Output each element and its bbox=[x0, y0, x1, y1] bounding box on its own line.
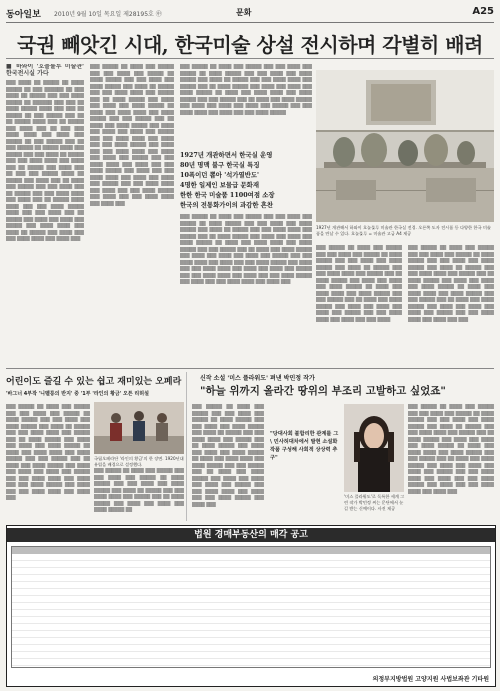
opera-deck: '바그너 4부작 '니벨룽의 반지' 중 '1부 '라인의 황금' 오픈 리허설 bbox=[6, 391, 149, 397]
court-auction-ad bbox=[6, 525, 496, 687]
novel-caption: '미스 플라워도'로 독특한 세계 그린 작가 박민정 씨는 문단에서 눈길 받는 신예이다. 사진 제공 bbox=[344, 494, 405, 511]
ad-footer: 의정부지방법원 고양지원 사법보좌관 기타원 bbox=[372, 676, 489, 683]
top-story-subheads bbox=[180, 150, 312, 210]
ad-listing-table bbox=[11, 546, 491, 668]
masthead-meta: 2010년 9월 10일 목요일 제28195호 ㊥ bbox=[54, 11, 162, 18]
opera-caption: 국립오페라단 '라인의 황금'의 한 장면. 1920년대 유럽을 배경으로 설정했다. bbox=[94, 456, 184, 467]
section-label: 문화 bbox=[236, 8, 252, 17]
novel-pull-quote: "당대사회 불합리한 관계를 그 \ 민사허대차에서 발현 소설화 작품 구성해 사회적 상상력 추구" bbox=[270, 431, 339, 461]
top-story-lead-head: ■ 하와이 '호놀룰루 미술관' 한국전시실 가다 bbox=[6, 64, 84, 77]
opera-photo-svg bbox=[94, 402, 184, 454]
subhead-1: 1927년 개관하면서 한국실 운영 bbox=[180, 151, 273, 159]
top-story-col-3: ▒▒▒ ▒▒▒▒▒ ▒▒ ▒▒▒▒ ▒▒▒ ▒▒▒▒▒ ▒▒▒ ▒▒▒ ▒▒▒▒ ▒▒▒ ▒▒▒▒▒ ▒▒ ▒▒▒▒ ▒▒▒▒▒ ▒▒▒ ▒▒▒ ▒▒▒▒ ▒▒▒ ▒▒▒▒ ▒▒▒▒▒ ▒▒▒ ▒▒▒▒ ▒▒ ▒▒▒▒▒ ▒▒▒ ▒▒▒ ▒▒▒▒ ▒▒▒▒ ▒▒▒ ▒▒▒▒▒ ▒▒▒ ▒▒ ▒▒▒▒ ▒▒▒▒▒ ▒▒▒ ▒▒▒▒ ▒▒▒ ▒▒▒▒ ▒▒▒ ▒▒▒▒ ▒▒▒▒▒ ▒▒ ▒▒▒▒ ▒▒▒ ▒▒▒▒ ▒▒▒▒ ▒▒▒ ▒▒▒▒ ▒▒▒▒▒ ▒▒▒ ▒▒▒ ▒▒▒▒▒ ▒▒▒ ▒▒ ▒▒▒▒ ▒▒▒ ▒▒▒▒ ▒▒▒▒▒ ▒▒▒ ▒▒▒▒ ▒▒▒ ▒▒▒▒ ▒▒▒ ▒▒▒▒ ▒▒▒ ▒▒▒▒▒ ▒▒▒ ▒▒▒ ▒▒▒▒ ▒▒▒▒ ▒▒▒ ▒▒▒▒ ▒▒▒ ▒▒▒ ▒▒▒▒ ▒▒▒▒▒ bbox=[180, 64, 312, 115]
subhead-6: 한국의 전통화가이의 과감한 흔찬 bbox=[180, 201, 274, 209]
novelist-portrait-svg bbox=[344, 404, 404, 492]
column-divider bbox=[186, 372, 187, 521]
subhead-3: 10폭이던 뽑아 '석가열반도' bbox=[180, 171, 259, 179]
headline-rule bbox=[6, 58, 494, 59]
gallery-photo bbox=[316, 70, 494, 222]
masthead-name: 동아일보 bbox=[6, 10, 41, 20]
main-headline: 국권 빼앗긴 시대, 한국미술 상설 전시하며 각별히 배려 bbox=[17, 33, 483, 57]
gallery-photo-svg bbox=[316, 70, 494, 222]
novelist-portrait bbox=[344, 404, 404, 492]
mid-rule bbox=[6, 368, 494, 369]
top-story-col-2: ▒▒▒ ▒▒▒▒▒ ▒▒ ▒▒▒▒ ▒▒▒ ▒▒▒▒▒ ▒▒▒ ▒▒▒ ▒▒▒▒ ▒▒▒ ▒▒▒▒▒ ▒▒ ▒▒▒▒ ▒▒▒▒▒ ▒▒▒ ▒▒▒ ▒▒▒▒ ▒▒▒ ▒▒▒▒ ▒▒▒▒▒ ▒▒▒ ▒▒▒▒ ▒▒ ▒▒▒▒▒ ▒▒▒ ▒▒▒ ▒▒▒▒ ▒▒▒▒ ▒▒▒ ▒▒▒▒▒ ▒▒▒ ▒▒ ▒▒▒▒ ▒▒▒▒▒ ▒▒▒ ▒▒▒▒ ▒▒▒ ▒▒▒▒ ▒▒▒ ▒▒▒▒ ▒▒▒▒▒ ▒▒ ▒▒▒▒ ▒▒▒ ▒▒▒▒ ▒▒▒▒ ▒▒▒ ▒▒▒▒ ▒▒▒▒▒ ▒▒▒ ▒▒▒ ▒▒▒▒▒ ▒▒▒ ▒▒ ▒▒▒▒ ▒▒▒ ▒▒▒▒ ▒▒▒▒▒ ▒▒▒ ▒▒▒▒ ▒▒▒ ▒▒▒▒ ▒▒▒ ▒▒▒▒ ▒▒▒ ▒▒▒▒▒ ▒▒▒ ▒▒▒ ▒▒▒▒ ▒▒▒▒ ▒▒▒ ▒▒▒▒ ▒▒▒ ▒▒▒ ▒▒▒▒ ▒▒▒▒▒ ▒▒▒ ▒▒▒▒ ▒▒▒ ▒▒▒ ▒▒▒▒ ▒▒▒▒ ▒▒▒ ▒▒▒▒ ▒▒▒ ▒▒▒▒ ▒▒▒ ▒▒▒▒▒ ▒▒▒ ▒▒▒ ▒▒▒▒ ▒▒▒▒ ▒▒▒ ▒▒▒▒ ▒▒▒ ▒▒▒ ▒▒▒▒ ▒▒▒▒▒ ▒▒▒ ▒▒▒▒ ▒▒▒ ▒▒▒ ▒▒▒▒ ▒▒▒▒ ▒▒▒ ▒▒▒▒ ▒▒▒ ▒▒▒▒ ▒▒▒ ▒▒▒▒▒ ▒▒▒ ▒▒▒ ▒▒▒▒ ▒▒▒▒ ▒▒▒ ▒▒▒▒ ▒▒▒ ▒▒▒ ▒▒▒▒ ▒▒▒▒▒ ▒▒▒ ▒▒▒▒ ▒▒▒ ▒▒▒ ▒▒▒▒ ▒▒▒▒ ▒▒▒ ▒▒▒▒ ▒▒▒ bbox=[90, 64, 174, 206]
opera-col-2: ▒▒▒ ▒▒▒▒▒ ▒▒ ▒▒▒▒ ▒▒▒ ▒▒▒▒▒ ▒▒▒ ▒▒▒ ▒▒▒▒ ▒▒▒ ▒▒▒▒▒ ▒▒ ▒▒▒▒ ▒▒▒▒▒ ▒▒▒ ▒▒▒ ▒▒▒▒ ▒▒▒ ▒▒▒▒ ▒▒▒▒▒ ▒▒▒ ▒▒▒▒ ▒▒ ▒▒▒▒▒ ▒▒▒ ▒▒▒ ▒▒▒▒ ▒▒▒▒ ▒▒▒ ▒▒▒▒▒ ▒▒▒ ▒▒ ▒▒▒▒ ▒▒▒▒▒ ▒▒▒ ▒▒▒▒ ▒▒▒ ▒▒▒▒ ▒▒▒ ▒▒▒▒ ▒▒▒▒▒ ▒▒ bbox=[94, 468, 184, 512]
novel-title: "하늘 위까지 올라간 땅위의 부조리 고발하고 싶었죠" bbox=[200, 385, 446, 397]
ad-table-header bbox=[12, 547, 490, 554]
opera-col-1: ▒▒▒ ▒▒▒▒▒ ▒▒ ▒▒▒▒ ▒▒▒ ▒▒▒▒▒ ▒▒▒ ▒▒▒ ▒▒▒▒ ▒▒▒ ▒▒▒▒▒ ▒▒ ▒▒▒▒ ▒▒▒▒▒ ▒▒▒ ▒▒▒ ▒▒▒▒ ▒▒▒ ▒▒▒▒ ▒▒▒▒▒ ▒▒▒ ▒▒▒▒ ▒▒ ▒▒▒▒▒ ▒▒▒ ▒▒▒ ▒▒▒▒ ▒▒▒▒ ▒▒▒ ▒▒▒▒▒ ▒▒▒ ▒▒ ▒▒▒▒ ▒▒▒▒▒ ▒▒▒ ▒▒▒▒ ▒▒▒ ▒▒▒▒ ▒▒▒ ▒▒▒▒ ▒▒▒▒▒ ▒▒ ▒▒▒▒ ▒▒▒ ▒▒▒▒ ▒▒▒▒ ▒▒▒ ▒▒▒▒ ▒▒▒▒▒ ▒▒▒ ▒▒▒ ▒▒▒▒▒ ▒▒▒ ▒▒ ▒▒▒▒ ▒▒▒ ▒▒▒▒ ▒▒▒▒▒ ▒▒▒ ▒▒▒▒ ▒▒▒ ▒▒▒▒ ▒▒▒ ▒▒▒▒ ▒▒▒ ▒▒▒▒▒ ▒▒▒ ▒▒▒ ▒▒▒▒ ▒▒▒▒ ▒▒▒ ▒▒▒▒ ▒▒▒ ▒▒▒ ▒▒▒▒ ▒▒▒▒▒ ▒▒▒ ▒▒▒▒ ▒▒▒ ▒▒▒ ▒▒▒▒ ▒▒▒▒ ▒▒▒ ▒▒▒▒ ▒▒▒ bbox=[6, 404, 90, 500]
top-story-col-1: ■ 하와이 '호놀룰루 미술관' 한국전시실 가다 ▒▒▒ ▒▒▒▒ ▒▒ ▒▒▒▒▒ ▒▒ ▒▒▒▒ ▒▒▒▒▒ ▒▒ ▒▒▒ ▒▒▒▒▒▒ ▒▒ ▒▒▒ ▒▒▒▒ ▒▒ ▒▒▒▒▒ ▒▒▒ ▒▒▒ ▒▒▒▒ ▒▒▒▒▒ ▒▒ ▒▒▒▒▒▒ ▒▒▒ ▒▒▒ ▒▒ ▒▒▒▒ ▒▒▒▒▒ ▒▒▒▒ ▒▒▒ ▒▒▒ ▒▒ ▒▒▒▒▒ ▒▒ ▒▒▒ ▒▒▒▒▒ ▒▒▒ ▒▒ ▒▒ ▒▒▒▒▒ ▒▒▒▒ ▒▒▒ ▒▒ ▒▒▒▒▒ ▒▒▒ ▒▒▒▒ ▒▒▒ ▒▒ ▒▒▒ ▒▒▒ ▒▒▒▒ ▒▒▒▒ ▒▒▒ ▒▒▒▒ ▒▒▒ ▒▒▒▒▒ ▒▒ ▒▒▒ ▒▒▒▒▒ ▒▒▒ ▒▒ ▒▒▒ ▒▒▒▒▒ ▒▒ ▒▒▒▒▒ ▒▒▒▒ ▒▒▒ ▒▒▒▒▒ ▒▒▒ ▒▒▒ ▒▒▒▒ ▒▒ ▒▒▒▒▒ ▒▒▒ ▒▒▒ ▒▒▒▒ ▒▒▒▒ ▒▒▒ ▒▒▒▒ ▒▒▒ ▒▒ ▒▒▒▒▒ ▒▒▒ ▒▒▒▒ ▒▒▒ ▒▒ ▒▒▒ ▒▒▒ ▒▒▒▒▒ ▒▒▒▒ ▒▒ ▒▒▒▒▒ ▒▒▒ ▒▒▒▒ ▒▒▒ ▒▒ ▒▒▒▒ ▒▒▒ ▒▒▒▒▒ ▒▒▒ ▒▒▒ ▒▒▒▒ ▒▒▒ ▒▒ ▒▒▒▒▒ ▒▒▒ ▒▒▒ ▒▒▒▒ ▒▒▒▒ ▒▒▒ ▒▒▒▒ ▒▒▒ ▒▒ ▒▒▒▒▒ ▒▒▒▒ ▒▒▒▒ ▒▒▒ ▒▒▒ ▒▒▒▒ ▒▒▒▒▒ ▒▒▒▒ ▒▒▒ ▒▒▒ ▒▒▒▒ ▒▒▒ ▒▒ ▒▒▒▒▒ ▒▒▒ ▒▒▒▒ ▒▒▒ ▒▒▒▒ ▒▒▒ ▒▒▒▒▒ ▒▒▒ ▒▒▒▒ ▒▒▒▒ ▒▒▒ ▒▒▒▒ ▒▒ ▒▒▒▒▒ ▒▒▒ ▒▒▒▒ ▒▒▒ ▒▒▒ ▒▒▒▒ ▒▒▒▒ ▒▒▒ ▒▒▒▒ ▒▒▒ bbox=[6, 64, 84, 241]
ad-title: 법원 경매부동산의 매각 공고 bbox=[7, 528, 495, 542]
opera-title: 어린이도 즐길 수 있는 쉽고 재미있는 오페라 bbox=[6, 377, 182, 387]
subhead-5: 한한 한국 미술품 1100여점 소장 bbox=[180, 191, 275, 199]
novel-col-2: ▒▒▒ ▒▒▒▒▒ ▒▒ ▒▒▒▒ ▒▒▒ ▒▒▒▒▒ ▒▒▒ ▒▒▒ ▒▒▒▒ ▒▒▒ ▒▒▒▒▒ ▒▒ ▒▒▒▒ ▒▒▒▒▒ ▒▒▒ ▒▒▒ ▒▒▒▒ ▒▒▒ ▒▒▒▒ ▒▒▒▒▒ ▒▒▒ ▒▒▒▒ ▒▒ ▒▒▒▒▒ ▒▒▒ ▒▒▒ ▒▒▒▒ ▒▒▒▒ ▒▒▒ ▒▒▒▒▒ ▒▒▒ ▒▒ ▒▒▒▒ ▒▒▒▒▒ ▒▒▒ ▒▒▒▒ ▒▒▒ ▒▒▒▒ ▒▒▒ ▒▒▒▒ ▒▒▒▒▒ ▒▒ ▒▒▒▒ ▒▒▒ ▒▒▒▒ ▒▒▒▒ ▒▒▒ ▒▒▒▒ ▒▒▒▒▒ ▒▒▒ ▒▒▒ ▒▒▒▒▒ ▒▒▒ ▒▒ ▒▒▒▒ ▒▒▒ ▒▒▒▒ ▒▒▒▒▒ ▒▒▒ ▒▒▒▒ ▒▒▒ ▒▒▒▒ ▒▒▒ ▒▒▒▒ ▒▒▒ ▒▒▒▒▒ ▒▒▒ ▒▒▒ ▒▒▒▒ ▒▒▒▒ ▒▒▒ ▒▒▒▒ ▒▒▒ ▒▒▒ ▒▒▒▒ ▒▒▒▒▒ ▒▒▒ ▒▒▒▒ ▒▒▒ ▒▒▒ ▒▒▒▒ ▒▒▒▒ ▒▒▒ ▒▒▒▒ ▒▒▒ bbox=[408, 404, 494, 494]
top-story-col-4: ▒▒▒ ▒▒▒▒▒ ▒▒ ▒▒▒▒ ▒▒▒ ▒▒▒▒▒ ▒▒▒ ▒▒▒ ▒▒▒▒ ▒▒▒ ▒▒▒▒▒ ▒▒ ▒▒▒▒ ▒▒▒▒▒ ▒▒▒ ▒▒▒ ▒▒▒▒ ▒▒▒ ▒▒▒▒ ▒▒▒▒▒ ▒▒▒ ▒▒▒▒ ▒▒ ▒▒▒▒▒ ▒▒▒ ▒▒▒ ▒▒▒▒ ▒▒▒▒ ▒▒▒ ▒▒▒▒▒ ▒▒▒ ▒▒ ▒▒▒▒ ▒▒▒▒▒ ▒▒▒ ▒▒▒▒ ▒▒▒ ▒▒▒▒ ▒▒▒ ▒▒▒▒ ▒▒▒▒▒ ▒▒ ▒▒▒▒ ▒▒▒ ▒▒▒▒ ▒▒▒▒ ▒▒▒ ▒▒▒▒ ▒▒▒▒▒ ▒▒▒ ▒▒▒ ▒▒▒▒▒ ▒▒▒ ▒▒ ▒▒▒▒ ▒▒▒ ▒▒▒▒ ▒▒▒▒▒ ▒▒▒ ▒▒▒▒ ▒▒▒ ▒▒▒▒ ▒▒▒ ▒▒▒▒ ▒▒▒ ▒▒▒▒▒ ▒▒▒ ▒▒▒ ▒▒▒▒ ▒▒▒▒ ▒▒▒ ▒▒▒▒ ▒▒▒ ▒▒▒ ▒▒▒▒ ▒▒▒▒▒ ▒▒▒ ▒▒▒▒ ▒▒▒ ▒▒▒ ▒▒▒▒ ▒▒▒▒ ▒▒▒ ▒▒▒▒ ▒▒▒ ▒▒▒▒ ▒▒▒ ▒▒▒▒▒ ▒▒▒ ▒▒▒ ▒▒▒▒ ▒▒▒▒ ▒▒▒ ▒▒▒▒ ▒▒▒ ▒▒▒ ▒▒▒▒ ▒▒▒▒▒ ▒▒▒ ▒▒▒▒ ▒▒▒ ▒▒▒ ▒▒▒▒ ▒▒▒▒ ▒▒▒ ▒▒▒▒ ▒▒▒ bbox=[180, 214, 312, 284]
opera-photo bbox=[94, 402, 184, 454]
subhead-2: 80년 명맥 불구 한국실 특징 bbox=[180, 161, 260, 169]
top-story-col-6: ▒▒▒ ▒▒▒▒▒ ▒▒ ▒▒▒▒ ▒▒▒ ▒▒▒▒▒ ▒▒▒ ▒▒▒ ▒▒▒▒ ▒▒▒ ▒▒▒▒▒ ▒▒ ▒▒▒▒ ▒▒▒▒▒ ▒▒▒ ▒▒▒ ▒▒▒▒ ▒▒▒ ▒▒▒▒ ▒▒▒▒▒ ▒▒▒ ▒▒▒▒ ▒▒ ▒▒▒▒▒ ▒▒▒ ▒▒▒ ▒▒▒▒ ▒▒▒▒ ▒▒▒ ▒▒▒▒▒ ▒▒▒ ▒▒ ▒▒▒▒ ▒▒▒▒▒ ▒▒▒ ▒▒▒▒ ▒▒▒ ▒▒▒▒ ▒▒▒ ▒▒▒▒ ▒▒▒▒▒ ▒▒ ▒▒▒▒ ▒▒▒ ▒▒▒▒ ▒▒▒▒ ▒▒▒ ▒▒▒▒ ▒▒▒▒▒ ▒▒▒ ▒▒▒ ▒▒▒▒▒ ▒▒▒ ▒▒ ▒▒▒▒ ▒▒▒ ▒▒▒▒ ▒▒▒▒▒ ▒▒▒ ▒▒▒▒ ▒▒▒ ▒▒▒▒ ▒▒▒ ▒▒▒▒ ▒▒▒ ▒▒▒▒▒ ▒▒▒ ▒▒▒ ▒▒▒▒ ▒▒▒▒ ▒▒▒ ▒▒▒▒ ▒▒▒ ▒▒▒ bbox=[408, 245, 494, 322]
top-story-caption: 1927년 개관해서 하와이 호놀룰루 미술관 한국실 전경. 오른쪽 도자 전시품 등 다양한 한국 미술품을 만날 수 있다. 호놀룰루 = 미술관 고급 A4 제공 bbox=[316, 225, 491, 236]
novel-kicker: 신작 소설 '미스 플라워도' 펴낸 박민정 작가 bbox=[200, 375, 315, 382]
subhead-4: 4명한 일제인 보물급 문화재 bbox=[180, 181, 260, 189]
page-number: A25 bbox=[472, 6, 494, 17]
novel-col-1: ▒▒▒ ▒▒▒▒▒ ▒▒ ▒▒▒▒ ▒▒▒ ▒▒▒▒▒ ▒▒▒ ▒▒▒ ▒▒▒▒ ▒▒▒ ▒▒▒▒▒ ▒▒ ▒▒▒▒ ▒▒▒▒▒ ▒▒▒ ▒▒▒ ▒▒▒▒ ▒▒▒ ▒▒▒▒ ▒▒▒▒▒ ▒▒▒ ▒▒▒▒ ▒▒ ▒▒▒▒▒ ▒▒▒ ▒▒▒ ▒▒▒▒ ▒▒▒▒ ▒▒▒ ▒▒▒▒▒ ▒▒▒ ▒▒ ▒▒▒▒ ▒▒▒▒▒ ▒▒▒ ▒▒▒▒ ▒▒▒ ▒▒▒▒ ▒▒▒ ▒▒▒▒ ▒▒▒▒▒ ▒▒ ▒▒▒▒ ▒▒▒ ▒▒▒▒ ▒▒▒▒ ▒▒▒ ▒▒▒▒ ▒▒▒▒▒ ▒▒▒ ▒▒▒ ▒▒▒▒▒ ▒▒▒ ▒▒ ▒▒▒▒ ▒▒▒ ▒▒▒▒ ▒▒▒▒▒ ▒▒▒ ▒▒▒▒ ▒▒▒ ▒▒▒▒ ▒▒▒ ▒▒▒▒ ▒▒▒ ▒▒▒▒▒ ▒▒▒ ▒▒▒ ▒▒▒▒ ▒▒▒▒ ▒▒▒ ▒▒▒▒ ▒▒▒ ▒▒▒ ▒▒▒▒ ▒▒▒▒▒ ▒▒▒ ▒▒▒▒ ▒▒▒ bbox=[192, 404, 264, 507]
top-story-col-5: ▒▒▒ ▒▒▒▒▒ ▒▒ ▒▒▒▒ ▒▒▒ ▒▒▒▒▒ ▒▒▒ ▒▒▒ ▒▒▒▒ ▒▒▒ ▒▒▒▒▒ ▒▒ ▒▒▒▒ ▒▒▒▒▒ ▒▒▒ ▒▒▒ ▒▒▒▒ ▒▒▒ ▒▒▒▒ ▒▒▒▒▒ ▒▒▒ ▒▒▒▒ ▒▒ ▒▒▒▒▒ ▒▒▒ ▒▒▒ ▒▒▒▒ ▒▒▒▒ ▒▒▒ ▒▒▒▒▒ ▒▒▒ ▒▒ ▒▒▒▒ ▒▒▒▒▒ ▒▒▒ ▒▒▒▒ ▒▒▒ ▒▒▒▒ ▒▒▒ ▒▒▒▒ ▒▒▒▒▒ ▒▒ ▒▒▒▒ ▒▒▒ ▒▒▒▒ ▒▒▒▒ ▒▒▒ ▒▒▒▒ ▒▒▒▒▒ ▒▒▒ ▒▒▒ ▒▒▒▒▒ ▒▒▒ ▒▒ ▒▒▒▒ ▒▒▒ ▒▒▒▒ ▒▒▒▒▒ ▒▒▒ ▒▒▒▒ ▒▒▒ ▒▒▒▒ ▒▒▒ ▒▒▒▒ ▒▒▒ ▒▒▒▒▒ ▒▒▒ ▒▒▒ ▒▒▒▒ ▒▒▒▒ ▒▒▒ ▒▒▒▒ ▒▒▒ ▒▒▒ ▒▒▒▒ bbox=[316, 245, 402, 322]
masthead-bar bbox=[6, 6, 494, 23]
